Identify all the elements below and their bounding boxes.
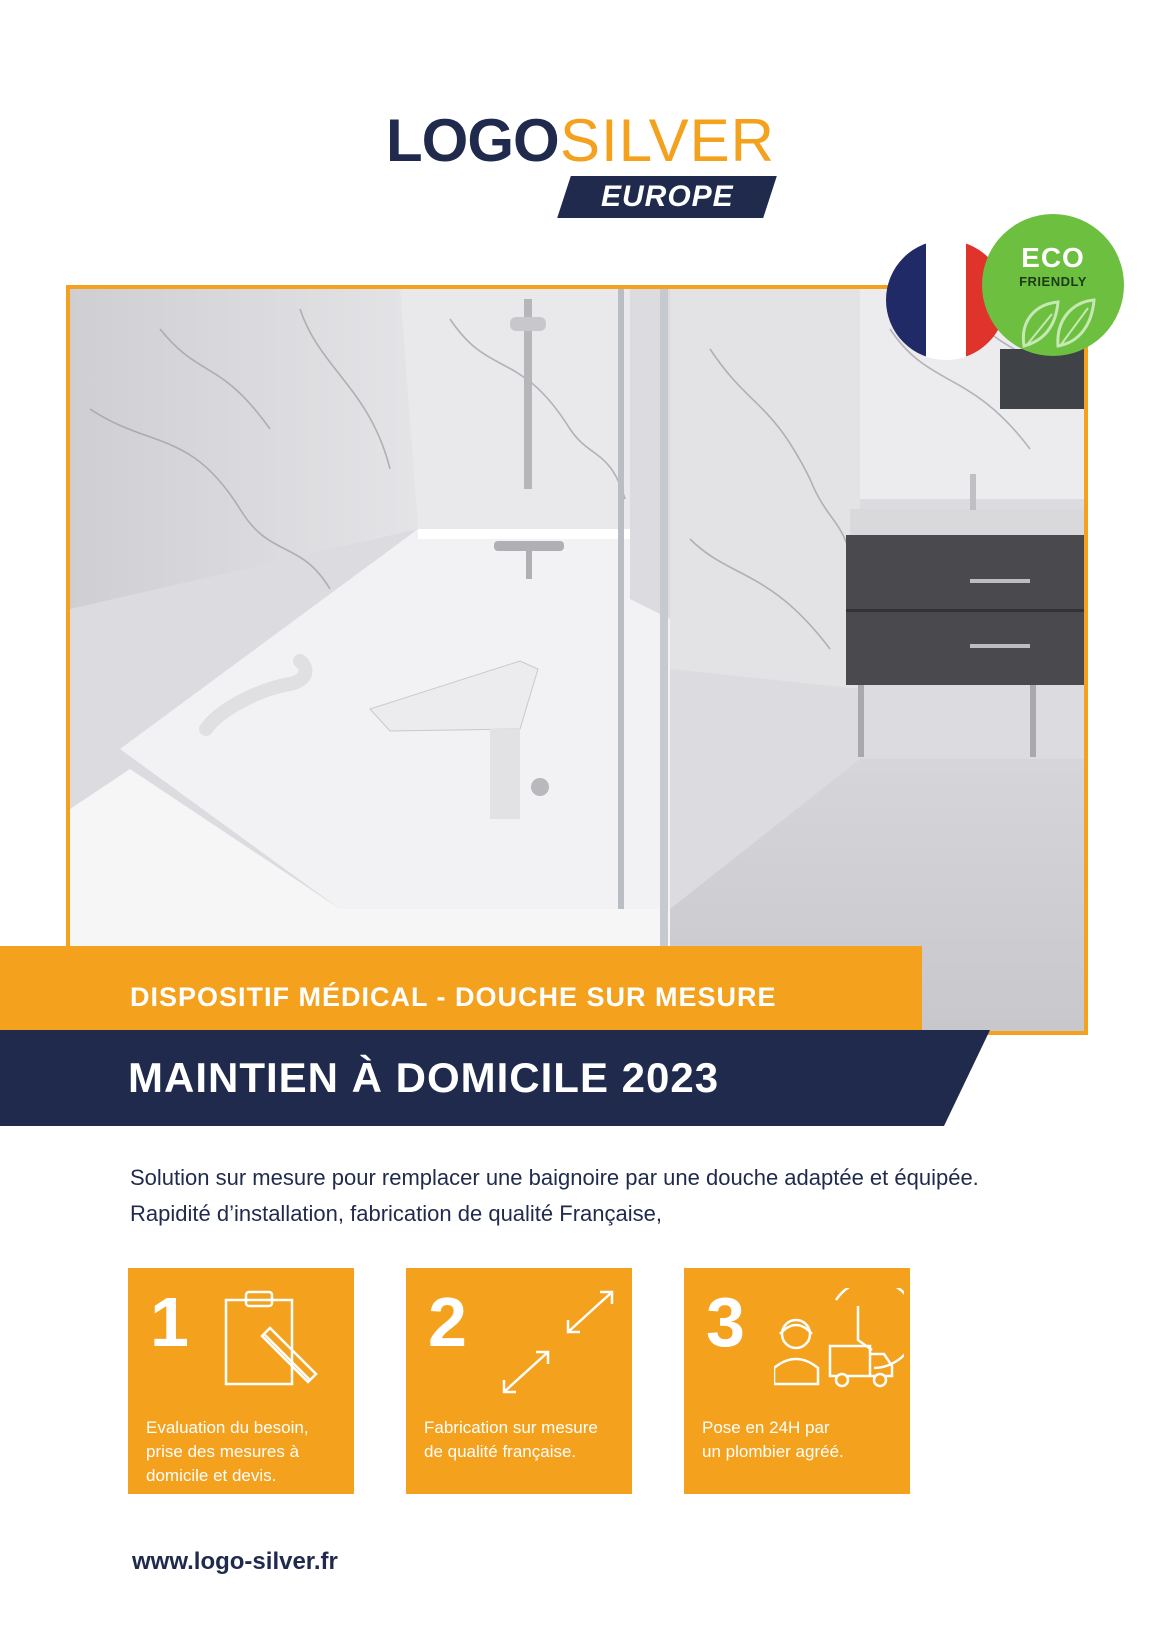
category-banner-label: DISPOSITIF MÉDICAL - DOUCHE SUR MESURE	[130, 982, 777, 1012]
logo-word-silver: SILVER	[560, 107, 775, 174]
leaves-icon	[1018, 290, 1098, 354]
website-link[interactable]: www.logo-silver.fr	[132, 1548, 338, 1575]
step-card-3	[684, 1268, 910, 1494]
step-description-line: Pose en 24H par	[702, 1418, 830, 1437]
eco-badge-title: ECO	[1021, 242, 1085, 273]
step-number: 1	[150, 1283, 189, 1361]
step-description	[702, 1416, 902, 1464]
step-description-line: Evaluation du besoin,	[146, 1418, 309, 1437]
step-description-line: un plombier agréé.	[702, 1442, 844, 1461]
step-description-line: domicile et devis.	[146, 1466, 277, 1485]
step-card-1	[128, 1268, 354, 1494]
intro-line: Rapidité d’installation, fabrication de qualité Française,	[130, 1201, 662, 1226]
clipboard-pencil-icon	[218, 1288, 328, 1388]
bathroom-illustration	[70, 289, 1084, 1031]
brand-logo	[0, 108, 1161, 218]
step-description-line: prise des mesures à	[146, 1442, 300, 1461]
step-description-line: de qualité française.	[424, 1442, 577, 1461]
logo-europe-tag	[557, 176, 777, 218]
measure-arrows-icon	[496, 1288, 616, 1398]
intro-text	[130, 1160, 1030, 1232]
step-description	[146, 1416, 346, 1488]
step-card-2	[406, 1268, 632, 1494]
step-number: 3	[706, 1283, 745, 1361]
bathroom-photo	[66, 285, 1088, 1035]
plumber-delivery-clock-icon	[774, 1288, 904, 1388]
step-description	[424, 1416, 624, 1464]
eco-badge-subtitle: FRIENDLY	[1019, 274, 1087, 289]
step-description-line: Fabrication sur mesure	[424, 1418, 598, 1437]
headline-banner-label: MAINTIEN À DOMICILE 2023	[128, 1054, 720, 1101]
logo-europe-label: EUROPE	[600, 180, 734, 213]
intro-line: Solution sur mesure pour remplacer une baignoire par une douche adaptée et équipée.	[130, 1165, 979, 1190]
step-number: 2	[428, 1283, 467, 1361]
logo-word-logo: LOGO	[386, 107, 559, 174]
eco-friendly-badge	[982, 214, 1124, 356]
